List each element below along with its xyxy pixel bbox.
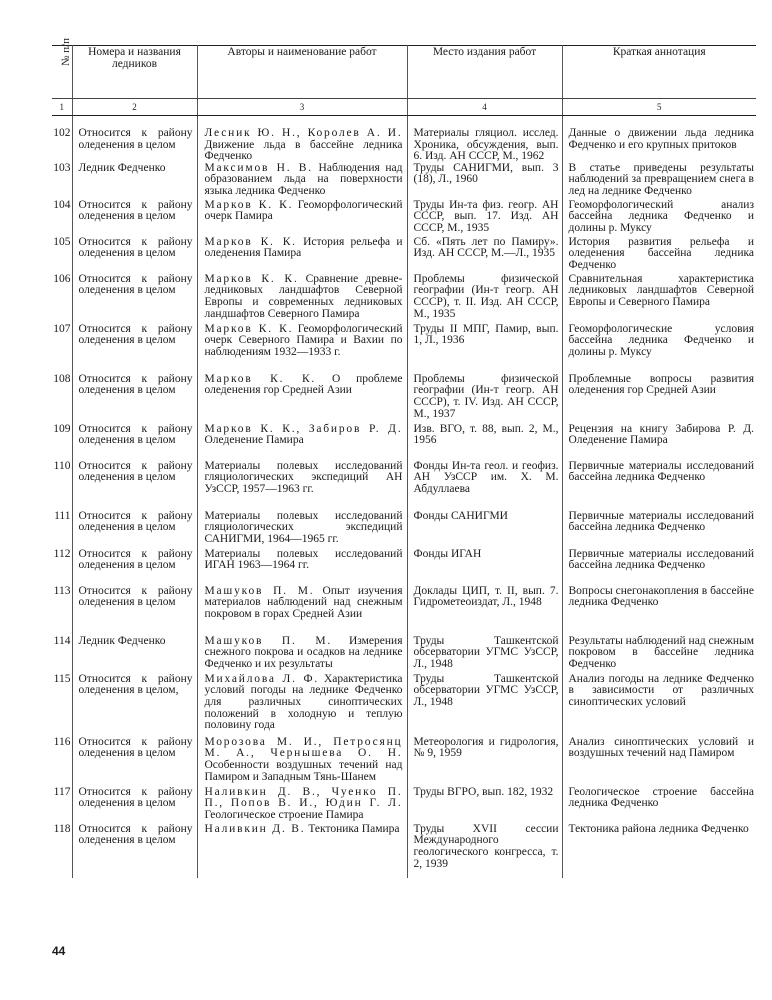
annotation-cell: Тектоника района ледника Федченко bbox=[568, 822, 749, 835]
table-row bbox=[52, 424, 756, 461]
table-row bbox=[52, 200, 756, 237]
annotation-cell: Первичные материалы исследований бассейна ледника Федченко bbox=[568, 547, 754, 572]
entry-number: 108 bbox=[52, 374, 72, 424]
header-place: Место издания работ bbox=[407, 46, 562, 99]
work-cell bbox=[197, 586, 407, 636]
author-name: Наливкин Д. В., Чуенко П. П., Попов В. И., Юдин Г. Л. bbox=[204, 785, 403, 810]
column-number: 3 bbox=[197, 99, 407, 116]
author-name: Наливкин Д. В. bbox=[204, 822, 306, 835]
header-glacier: Номера и названия ледников bbox=[72, 46, 197, 99]
author-name: Марков К. К. bbox=[204, 272, 299, 285]
column-number: 5 bbox=[562, 99, 756, 116]
table-row bbox=[52, 636, 756, 674]
publication-cell: Изв. ВГО, т. 88, вып. 2, М., 1956 bbox=[407, 424, 562, 461]
table-row bbox=[52, 374, 756, 424]
publication-cell: Труды САНИГМИ, вып. 3 (18), Л., 1960 bbox=[407, 163, 562, 200]
work-title: Измерения снежного покрова и осадков на леднике Федченко и их результаты bbox=[204, 634, 403, 670]
author-name: Марков К. К., Забиров Р. Д. bbox=[204, 422, 403, 435]
author-name: Михайлова Л. Ф. bbox=[204, 672, 320, 685]
work-title: Геоморфологический очерк Памира bbox=[204, 198, 403, 223]
work-title: Материалы полевых исследований ИГАН 1963—1964 гг. bbox=[204, 547, 403, 572]
table-row bbox=[52, 737, 756, 787]
publication-cell: Фонды Ин-та геол. и геофиз. АН УзССР им. Х. М. Абдуллаева bbox=[407, 461, 562, 511]
work-title: Тектоника Памира bbox=[308, 822, 400, 835]
work-title: Геологическое строение Памира bbox=[204, 808, 364, 821]
author-name: Марков К. К. bbox=[204, 198, 294, 211]
annotation-cell: Проблемные вопросы развития оледенения гор Средней Азии bbox=[568, 372, 754, 397]
work-cell bbox=[197, 787, 407, 824]
column-number: 2 bbox=[72, 99, 197, 116]
annotation-cell: Первичные материалы исследований бассейна ледника Федченко bbox=[568, 509, 754, 534]
glacier-cell: Относится к району оледенения в целом, bbox=[72, 674, 197, 737]
work-title: Особенности воздушных течений над Памиром и Западным Тянь-Шанем bbox=[204, 758, 403, 783]
annotation-cell: История развития рельефа и оледенения бассейна ледника Федченко bbox=[568, 235, 754, 271]
publication-cell: Сб. «Пять лет по Памиру». Изд. АН СССР, М.—Л., 1935 bbox=[407, 237, 562, 274]
work-cell bbox=[197, 674, 407, 737]
glacier-cell: Относится к району оледенения в целом bbox=[72, 237, 197, 274]
glacier-cell: Относится к району оледенения в целом bbox=[72, 324, 197, 374]
annotation-cell: Сравнительная характеристика ледниковых ландшафтов Северной Европы и Северного Памира bbox=[568, 272, 754, 308]
work-cell bbox=[197, 163, 407, 200]
glacier-cell: Относится к району оледенения в целом bbox=[72, 374, 197, 424]
entry-number: 105 bbox=[52, 237, 72, 274]
column-number-row bbox=[52, 99, 756, 116]
glacier-cell: Относится к району оледенения в целом bbox=[72, 787, 197, 824]
author-name: Марков К. К. bbox=[204, 372, 317, 385]
glacier-cell: Относится к району оледенения в целом bbox=[72, 549, 197, 586]
header-number: № п/п bbox=[52, 46, 72, 99]
table-row bbox=[52, 274, 756, 324]
entry-number: 104 bbox=[52, 200, 72, 237]
entry-number: 114 bbox=[52, 636, 72, 674]
table-row bbox=[52, 511, 756, 549]
work-cell bbox=[197, 549, 407, 586]
author-name: Марков К. К. bbox=[204, 322, 294, 335]
publication-cell: Фонды ИГАН bbox=[407, 549, 562, 586]
table-row bbox=[52, 324, 756, 374]
publication-cell: Труды II МПГ, Памир, вып. 1, Л., 1936 bbox=[407, 324, 562, 374]
entry-number: 118 bbox=[52, 824, 72, 878]
work-cell bbox=[197, 511, 407, 549]
work-title: История рельефа и оледенения Памира bbox=[204, 235, 403, 260]
work-cell bbox=[197, 824, 407, 878]
entry-number: 107 bbox=[52, 324, 72, 374]
table-header bbox=[52, 37, 756, 116]
work-title: Движение льда в бассейне ледника Федченко bbox=[204, 138, 403, 163]
table-row bbox=[52, 674, 756, 737]
publication-cell: Труды Ташкентской обсерватории УГМС УзССР, Л., 1948 bbox=[407, 636, 562, 674]
annotation-cell: Первичные материалы исследований бассейна ледника Федченко bbox=[568, 459, 754, 484]
publication-cell: Материалы гляциол. исслед. Хроника, обсуждения, вып. 6. Изд. АН СССР, М., 1962 bbox=[407, 116, 562, 163]
publication-cell: Метеорология и гидрология, № 9, 1959 bbox=[407, 737, 562, 787]
work-cell bbox=[197, 374, 407, 424]
table-row bbox=[52, 116, 756, 163]
author-name: Марков К. К. bbox=[204, 235, 297, 248]
table-row bbox=[52, 549, 756, 586]
publication-cell: Труды Ин-та физ. геогр. АН СССР, вып. 17. Изд. АН СССР, М., 1935 bbox=[407, 200, 562, 237]
publication-cell: Труды XVII сессии Международного геологического конгресса, т. 2, 1939 bbox=[407, 824, 562, 878]
annotation-cell: Геоморфологический анализ бассейна ледника Федченко и долины р. Муксу bbox=[568, 198, 754, 234]
glacier-cell: Относится к району оледенения в целом bbox=[72, 824, 197, 878]
entry-number: 109 bbox=[52, 424, 72, 461]
glacier-cell: Относится к району оледенения в целом bbox=[72, 274, 197, 324]
glacier-cell: Относится к району оледенения в целом bbox=[72, 737, 197, 787]
table-row bbox=[52, 237, 756, 274]
annotation-cell: Геологическое строение бассейна ледника Федченко bbox=[568, 785, 754, 810]
column-number: 1 bbox=[52, 99, 72, 116]
annotation-cell: Данные о движении льда ледника Федченко и его крупных притоков bbox=[568, 127, 754, 151]
annotation-cell: Вопросы снегонакопления в бассейне ледника Федченко bbox=[568, 584, 754, 609]
table-body bbox=[52, 116, 756, 878]
entry-number: 111 bbox=[52, 511, 72, 549]
header-authors: Авторы и наименование работ bbox=[197, 46, 407, 99]
entry-number: 112 bbox=[52, 549, 72, 586]
work-cell bbox=[197, 200, 407, 237]
work-cell bbox=[197, 461, 407, 511]
entry-number: 102 bbox=[52, 116, 72, 163]
work-title: Материалы полевых исследований гляциологических экспедиций АН УзССР, 1957—1963 гг. bbox=[204, 459, 403, 495]
work-title: Сравнение древне-ледниковых ландшафтов Северной Европы и современных ледниковых ландшафтов Северного Памира bbox=[204, 272, 403, 320]
glacier-cell: Относится к району оледенения в целом bbox=[72, 424, 197, 461]
work-cell bbox=[197, 274, 407, 324]
table-row bbox=[52, 586, 756, 636]
work-cell bbox=[197, 737, 407, 787]
annotation-cell: Результаты наблюдений над снежным покровом в бассейне ледника Федченко bbox=[568, 634, 754, 670]
author-name: Машуков П. М. bbox=[204, 634, 333, 647]
author-name: Максимов Н. В. bbox=[204, 161, 313, 174]
table-row bbox=[52, 461, 756, 511]
work-title: Геоморфологический очерк Северного Памира и Вахии по наблюдениям 1932—1933 г. bbox=[204, 322, 403, 358]
glacier-cell: Относится к району оледенения в целом bbox=[72, 200, 197, 237]
publication-cell: Труды Ташкентской обсерватории УГМС УзССР, Л., 1948 bbox=[407, 674, 562, 737]
entry-number: 115 bbox=[52, 674, 72, 737]
glacier-cell: Ледник Федченко bbox=[72, 163, 197, 200]
work-title: Оледенение Памира bbox=[204, 434, 304, 447]
entry-number: 116 bbox=[52, 737, 72, 787]
glacier-cell: Относится к району оледенения в целом bbox=[72, 511, 197, 549]
annotation-cell: Геоморфологические условия бассейна ледника Федченко и долины р. Муксу bbox=[568, 322, 754, 358]
work-title: Материалы полевых исследований гляциологических экспедиций САНИГМИ, 1964—1965 гг. bbox=[204, 509, 403, 545]
entry-number: 113 bbox=[52, 586, 72, 636]
entry-number: 117 bbox=[52, 787, 72, 824]
annotation-cell: Рецензия на книгу Забирова Р. Д. Оледенение Памира bbox=[568, 422, 754, 447]
publication-cell: Фонды САНИГМИ bbox=[407, 511, 562, 549]
entry-number: 103 bbox=[52, 163, 72, 200]
work-cell bbox=[197, 636, 407, 674]
glacier-cell: Относится к району оледенения в целом bbox=[72, 586, 197, 636]
table-row bbox=[52, 824, 756, 878]
annotation-cell: В статье приведены результаты наблюдений за превращением снега в лед на леднике Федченко bbox=[568, 161, 754, 197]
work-title: Характеристика условий погоды на леднике Федченко для различных синоптических положений в холодную и теплую половину года bbox=[204, 672, 403, 732]
table-row bbox=[52, 787, 756, 824]
entry-number: 110 bbox=[52, 461, 72, 511]
annotation-cell: Анализ синоптических условий и воздушных течений над Памиром bbox=[568, 735, 754, 760]
column-number: 4 bbox=[407, 99, 562, 116]
header-annotation: Краткая аннотация bbox=[562, 46, 756, 99]
author-name: Лесник Ю. Н., Королев А. И. bbox=[204, 127, 403, 139]
bibliography-table bbox=[52, 37, 756, 878]
publication-cell: Труды ВГРО, вып. 182, 1932 bbox=[407, 787, 562, 824]
glacier-cell: Относится к району оледенения в целом bbox=[72, 461, 197, 511]
entry-number: 106 bbox=[52, 274, 72, 324]
work-cell bbox=[197, 116, 407, 163]
work-cell bbox=[197, 237, 407, 274]
publication-cell: Проблемы физической географии (Ин-т геогр. АН СССР), т. II. Изд. АН СССР, М., 1935 bbox=[407, 274, 562, 324]
work-cell bbox=[197, 424, 407, 461]
author-name: Машуков П. М. bbox=[204, 584, 315, 597]
publication-cell: Доклады ЦИП, т. II, вып. 7. Гидрометеоиздат, Л., 1948 bbox=[407, 586, 562, 636]
work-title: Наблюдения над образованием льда на поверхности языка ледника Федченко bbox=[204, 161, 403, 197]
author-name: Морозова М. И., Петросянц М. А., Чернышева О. Н. bbox=[204, 735, 403, 760]
annotation-cell: Анализ погоды на леднике Федченко в зависимости от различных синоптических условий bbox=[568, 672, 754, 708]
page-number: 44 bbox=[52, 944, 66, 958]
work-title: Опыт изучения материалов наблюдений над снежным покровом в горах Средней Азии bbox=[204, 584, 403, 620]
table-row bbox=[52, 163, 756, 200]
glacier-cell: Относится к району оледенения в целом bbox=[72, 116, 197, 163]
publication-cell: Проблемы физической географии (Ин-т геогр. АН СССР), т. IV. Изд. АН СССР, М., 1937 bbox=[407, 374, 562, 424]
work-title: О проблеме оледенения гор Средней Азии bbox=[204, 372, 403, 397]
glacier-cell: Ледник Федченко bbox=[72, 636, 197, 674]
work-cell bbox=[197, 324, 407, 374]
